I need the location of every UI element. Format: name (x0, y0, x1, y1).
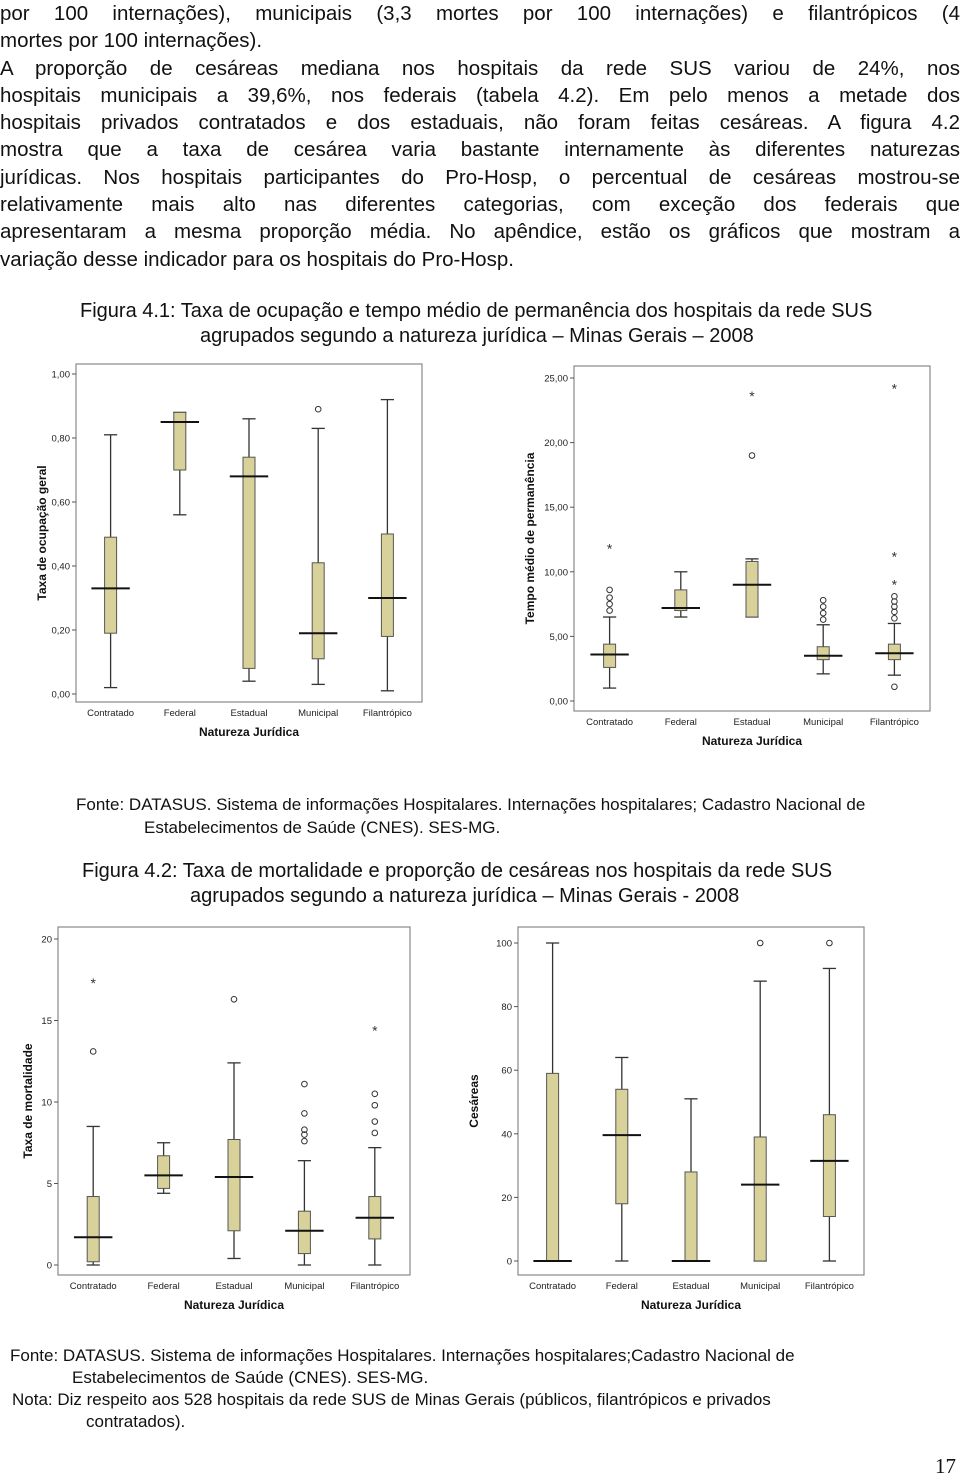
body-line: mostra que a taxa de cesárea varia bastante internamente às diferentes naturezas (0, 138, 960, 162)
figure-1-source-line-2: Estabelecimentos de Saúde (CNES). SES-MG. (144, 818, 501, 837)
iqr-box (312, 563, 324, 659)
figure-2-note-line-2: contratados). (86, 1412, 186, 1431)
figure-2-source-line-2: Estabelecimentos de Saúde (CNES). SES-MG. (72, 1368, 429, 1387)
body-line: por 100 internações), municipais (3,3 mortes por 100 internações) e filantrópicos (4 (0, 2, 960, 25)
body-line: hospitais privados contratados e dos estaduais, não foram feitas cesáreas. A figura 4.2 (0, 111, 960, 135)
x-axis-label: Natureza Jurídica (183, 1298, 285, 1312)
figure-1-source-line-1: Fonte: DATASUS. Sistema de informações Hospitalares. Internações hospitalares; Cadastro Nacional de (76, 795, 866, 814)
iqr-box (685, 1172, 697, 1261)
extreme-point: * (891, 380, 898, 397)
y-axis-label: Cesáreas (467, 1074, 481, 1128)
plot-frame (574, 366, 930, 711)
y-axis-label: Taxa de ocupação geral (35, 465, 49, 601)
y-tick-label: 20 (501, 1192, 512, 1204)
y-tick-label: 80 (501, 1002, 512, 1014)
iqr-box (754, 1137, 766, 1261)
iqr-box (298, 1211, 310, 1253)
y-tick-label: 100 (496, 938, 512, 950)
iqr-box (616, 1089, 628, 1203)
y-tick-label: 0 (506, 1256, 512, 1268)
cesarean-boxplot (466, 915, 866, 1320)
x-axis-label: Natureza Jurídica (640, 1298, 742, 1312)
x-axis-label: Natureza Jurídica (701, 734, 803, 748)
y-tick-label: 5,00 (549, 631, 568, 643)
iqr-box (604, 644, 616, 667)
figure-1-caption-line-1: Figura 4.1: Taxa de ocupação e tempo médio de permanência dos hospitais da rede SUS (80, 300, 873, 322)
iqr-box (228, 1139, 240, 1230)
x-tick-label: Estadual (672, 1281, 710, 1292)
y-axis-label: Tempo médio de permanência (523, 452, 537, 625)
occupancy-boxplot (34, 352, 424, 742)
extreme-point: * (891, 548, 898, 565)
x-tick-label: Estadual (215, 1281, 253, 1292)
x-tick-label: Federal (147, 1281, 180, 1292)
y-tick-label: 0 (46, 1260, 52, 1272)
iqr-box (243, 457, 255, 668)
x-tick-label: Contratado (87, 708, 135, 719)
x-tick-label: Contratado (529, 1281, 577, 1292)
x-tick-label: Municipal (740, 1281, 781, 1292)
body-paragraph (0, 0, 960, 273)
y-tick-label: 10 (41, 1097, 52, 1109)
body-line: variação desse indicador para os hospitais do Pro-Hosp. (0, 247, 514, 271)
x-tick-label: Estadual (230, 708, 268, 719)
x-tick-label: Federal (605, 1281, 638, 1292)
body-line: relativamente mais alto nas diferentes categorias, com exceção dos federais que (0, 193, 960, 217)
y-tick-label: 15 (41, 1016, 52, 1027)
body-line: A proporção de cesáreas mediana nos hospitais da rede SUS variou de 24%, nos (0, 56, 960, 80)
x-tick-label: Estadual (733, 717, 771, 728)
body-line: mortes por 100 internações). (0, 29, 263, 53)
figure-1-caption-line-2: agrupados segundo a natureza jurídica – Minas Gerais – 2008 (200, 325, 754, 347)
y-tick-label: 0,20 (51, 625, 70, 637)
mortality-boxplot (20, 915, 420, 1320)
iqr-box (888, 644, 900, 660)
y-tick-label: 5 (46, 1179, 52, 1190)
body-line: apresentaram a mesma proporção média. No apêndice, estão os gráficos que mostram a (0, 220, 960, 244)
x-tick-label: Federal (163, 708, 196, 719)
iqr-box (547, 1073, 559, 1261)
iqr-box (381, 534, 393, 636)
y-axis-label: Taxa de mortalidade (21, 1043, 35, 1159)
y-tick-label: 10,00 (544, 567, 568, 579)
y-tick-label: 0,00 (51, 689, 70, 701)
figure-2-caption-line-1: Figura 4.2: Taxa de mortalidade e proporção de cesáreas nos hospitais da rede SUS (82, 860, 833, 882)
body-line: hospitais municipais a 39,6%, nos federais (tabela 4.2). Em pelo menos a metade dos (0, 83, 960, 107)
iqr-box (746, 561, 758, 617)
figure-2-source-line-1: Fonte: DATASUS. Sistema de informações Hospitalares. Internações hospitalares;Cadastro Nacional de (10, 1346, 795, 1365)
extreme-point: * (891, 576, 898, 593)
y-tick-label: 1,00 (51, 369, 70, 381)
y-tick-label: 40 (501, 1129, 512, 1141)
extreme-point: * (749, 388, 755, 405)
body-line: jurídicas. Nos hospitais participantes do Pro-Hosp, o percentual de cesáreas mostrou-se (0, 165, 960, 189)
iqr-box (87, 1197, 99, 1262)
x-tick-label: Municipal (284, 1281, 325, 1292)
y-tick-label: 20,00 (544, 438, 568, 450)
y-tick-label: 60 (501, 1065, 512, 1077)
y-tick-label: 20 (41, 934, 52, 946)
iqr-box (105, 537, 117, 633)
x-tick-label: Filantrópico (869, 717, 919, 728)
extreme-point: * (606, 540, 613, 557)
y-tick-label: 0,60 (51, 497, 70, 509)
iqr-box (817, 647, 829, 660)
x-tick-label: Filantrópico (804, 1281, 854, 1292)
figure-2-caption-line-2: agrupados segundo a natureza jurídica – Minas Gerais - 2008 (190, 885, 740, 907)
y-tick-label: 0,40 (51, 561, 70, 573)
y-tick-label: 0,80 (51, 433, 70, 445)
figure-2-note-line-1: Nota: Diz respeito aos 528 hospitais da rede SUS de Minas Gerais (públicos, filantrópicos e privados (12, 1390, 771, 1409)
extreme-point: * (90, 975, 96, 992)
iqr-box (823, 1115, 835, 1217)
page-number: 17 (935, 1454, 956, 1478)
x-tick-label: Contratado (586, 717, 634, 728)
x-tick-label: Federal (664, 717, 697, 728)
x-axis-label: Natureza Jurídica (198, 725, 300, 739)
extreme-point: * (372, 1022, 378, 1039)
x-tick-label: Contratado (69, 1281, 117, 1292)
x-tick-label: Municipal (298, 708, 339, 719)
x-tick-label: Filantrópico (362, 708, 412, 719)
iqr-box (158, 1156, 170, 1189)
x-tick-label: Municipal (803, 717, 844, 728)
y-tick-label: 0,00 (549, 696, 568, 708)
x-tick-label: Filantrópico (350, 1281, 400, 1292)
y-tick-label: 25,00 (544, 373, 568, 385)
length-of-stay-boxplot (522, 355, 932, 770)
y-tick-label: 15,00 (544, 502, 568, 514)
